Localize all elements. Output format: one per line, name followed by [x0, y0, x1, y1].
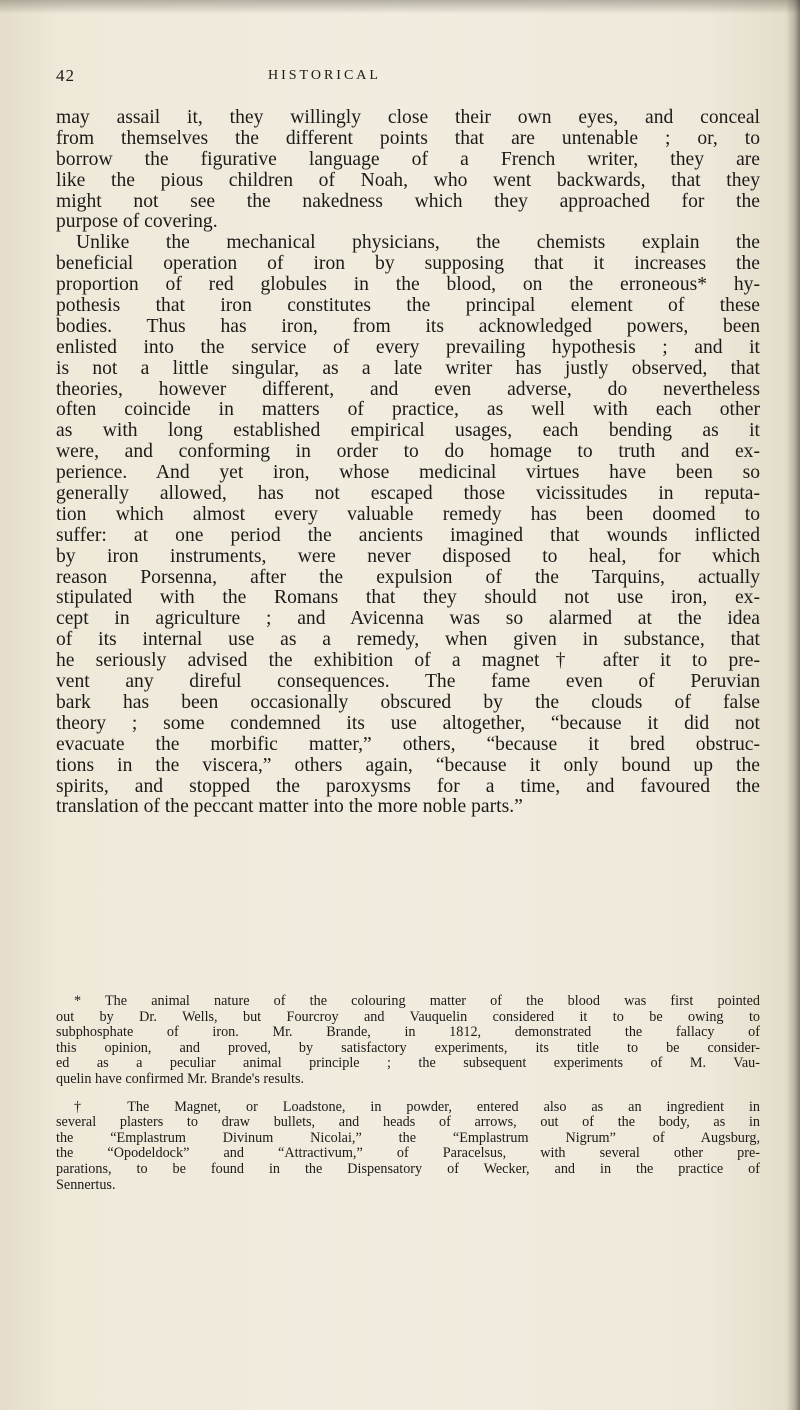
body-line: theories, however different, and even adverse, do nevertheless	[56, 379, 760, 400]
body-line: cept in agriculture ; and Avicenna was so alarmed at the idea	[56, 609, 760, 630]
body-line: tion which almost every valuable remedy has been doomed to	[56, 504, 760, 525]
body-line: reason Porsenna, after the expulsion of the Tarquins, actually	[56, 567, 760, 588]
footnotes	[56, 994, 760, 1193]
body-line: enlisted into the service of every prevailing hypothesis ; and it	[56, 337, 760, 358]
footnote-line: * The animal nature of the colouring matter of the blood was first pointed	[74, 994, 760, 1009]
body-line: pothesis that iron constitutes the principal element of these	[56, 296, 760, 317]
footnote-line: several plasters to draw bullets, and heads of arrows, out of the body, as in	[56, 1115, 760, 1131]
footnote-line: Sennertus.	[56, 1177, 116, 1193]
body-line: purpose of covering.	[56, 212, 218, 233]
body-line: as with long established empirical usages, each bending as it	[56, 421, 760, 442]
body-line: were, and conforming in order to do homage to truth and ex-	[56, 442, 760, 463]
body-line: vent any direful consequences. The fame even of Peruvian	[56, 672, 760, 693]
footnote-line: the “Opodeldock” and “Attractivum,” of Paracelsus, with several other pre-	[56, 1146, 760, 1162]
body-line: theory ; some condemned its use altogether, “because it did not	[56, 713, 760, 734]
body-line: tions in the viscera,” others again, “because it only bound up the	[56, 755, 760, 776]
footnote-line: parations, to be found in the Dispensatory of Wecker, and in the practice of	[56, 1161, 760, 1177]
footnote-line: this opinion, and proved, by satisfactory experiments, its title to be consider-	[56, 1040, 760, 1056]
footnote-line: quelin have confirmed Mr. Brande's results.	[56, 1071, 305, 1087]
footnote-line: † The Magnet, or Loadstone, in powder, entered also as an ingredient in	[74, 1099, 760, 1115]
body-line: from themselves the different points that are untenable ; or, to	[56, 128, 760, 149]
body-line: by iron instruments, were never disposed to heal, for which	[56, 546, 760, 567]
body-line: might not see the nakedness which they approached for the	[56, 191, 760, 212]
scan-top-shadow	[0, 0, 800, 14]
body-line: bodies. Thus has iron, from its acknowledged powers, been	[56, 316, 760, 337]
footnote-dagger	[56, 1100, 760, 1194]
body-line: like the pious children of Noah, who went backwards, that they	[56, 170, 760, 191]
body-line: borrow the figurative language of a French writer, they are	[56, 149, 760, 170]
page-number: 42	[56, 66, 75, 85]
footnote-line: the “Emplastrum Divinum Nicolai,” the “Emplastrum Nigrum” of Augsburg,	[56, 1130, 760, 1146]
page-header	[56, 66, 696, 90]
body-line: is not a little singular, as a late writer has justly observed, that	[56, 358, 760, 379]
body-line: stipulated with the Romans that they should not use iron, ex-	[56, 588, 760, 609]
body-line: spirits, and stopped the paroxysms for a time, and favoured the	[56, 776, 760, 797]
body-line: Unlike the mechanical physicians, the chemists explain the	[76, 233, 760, 254]
scan-binding-edge	[786, 0, 800, 1410]
running-head: HISTORICAL	[268, 68, 381, 83]
body-line: often coincide in matters of practice, as well with each other	[56, 400, 760, 421]
body-text	[56, 108, 760, 818]
body-line: translation of the peccant matter into the more noble parts.”	[56, 797, 523, 818]
footnote-star	[56, 994, 760, 1088]
body-line: generally allowed, has not escaped those vicissitudes in reputa-	[56, 484, 760, 505]
body-line: beneficial operation of iron by supposing that it increases the	[56, 254, 760, 275]
body-line: proportion of red globules in the blood, on the erroneous* hy-	[56, 275, 760, 296]
body-line: evacuate the morbific matter,” others, “because it bred obstruc-	[56, 734, 760, 755]
body-line: suffer: at one period the ancients imagined that wounds inflicted	[56, 525, 760, 546]
body-line: bark has been occasionally obscured by the clouds of false	[56, 692, 760, 713]
footnote-spacer	[56, 1088, 760, 1100]
footnote-line: out by Dr. Wells, but Fourcroy and Vauquelin considered it to be owing to	[56, 1009, 760, 1025]
footnote-line: ed as a peculiar animal principle ; the subsequent experiments of M. Vau-	[56, 1056, 760, 1072]
body-line: may assail it, they willingly close their own eyes, and conceal	[56, 108, 760, 128]
footnote-line: subphosphate of iron. Mr. Brande, in 1812, demonstrated the fallacy of	[56, 1025, 760, 1041]
body-line: perience. And yet iron, whose medicinal virtues have been so	[56, 463, 760, 484]
body-line: he seriously advised the exhibition of a magnet† after it to pre-	[56, 651, 760, 672]
body-line: of its internal use as a remedy, when given in substance, that	[56, 630, 760, 651]
